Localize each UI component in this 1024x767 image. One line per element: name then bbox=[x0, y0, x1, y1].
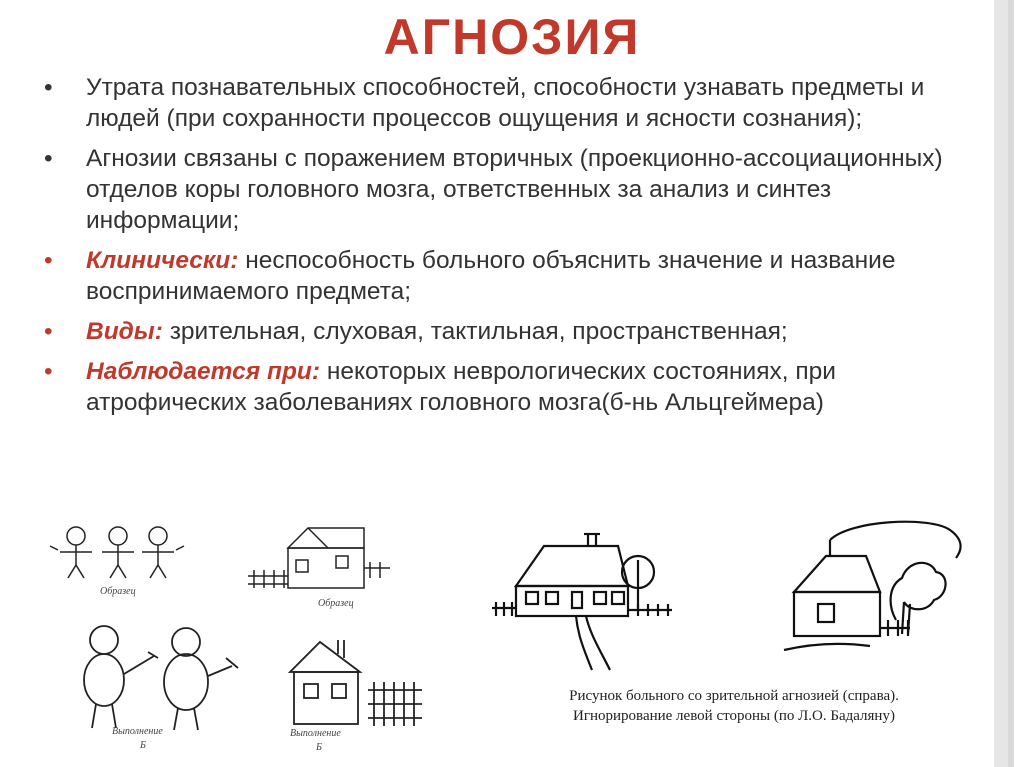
figures-sample-label: Образец bbox=[100, 586, 136, 597]
bullet-item bbox=[40, 245, 970, 307]
bullet-lead: Наблюдается при: bbox=[86, 358, 321, 385]
bullet-dot: • bbox=[44, 247, 53, 274]
caption-line-2: Игнорирование левой стороны (по Л.О. Бадаляну) bbox=[573, 708, 895, 724]
full-house-drawing bbox=[488, 530, 678, 680]
house-result-drawing bbox=[282, 632, 442, 732]
caption-line-1: Рисунок больного со зрительной агнозией (справа). bbox=[569, 688, 899, 704]
figures-result-label: Выполнение bbox=[112, 726, 163, 737]
bullet-dot: • bbox=[44, 145, 53, 172]
house-sample-drawing bbox=[244, 520, 394, 600]
house-result-sub: Б bbox=[316, 742, 322, 753]
bullet-lead: Виды: bbox=[86, 318, 163, 345]
bullet-text: неспособность больного объяснить значение и название воспринимаемого предмета; bbox=[86, 247, 896, 305]
bullet-item bbox=[40, 356, 970, 418]
figures-sample-drawing bbox=[44, 520, 194, 590]
slide-title: АГНОЗИЯ bbox=[383, 9, 641, 65]
bullet-list bbox=[40, 72, 970, 427]
bullet-lead: Клинически: bbox=[86, 247, 239, 274]
bullet-dot: • bbox=[44, 74, 53, 101]
bullet-text: Утрата познавательных способностей, способности узнавать предметы и людей (при сохранности процессов ощущения и ясности сознания); bbox=[86, 74, 925, 132]
figures-result-drawing bbox=[58, 618, 248, 738]
half-house-drawing bbox=[780, 516, 970, 686]
bullet-item bbox=[40, 316, 970, 347]
right-decor-bar bbox=[994, 0, 1024, 767]
bullet-text: зрительная, слуховая, тактильная, пространственная; bbox=[162, 318, 788, 345]
figure-caption bbox=[514, 686, 954, 726]
bullet-text: некоторых неврологических состояниях, при атрофических заболеваниях головного мозга(б-нь Альцгеймера) bbox=[86, 358, 836, 416]
house-sample-label: Образец bbox=[318, 598, 354, 609]
bullet-dot: • bbox=[44, 318, 53, 345]
house-result-label: Выполнение bbox=[290, 728, 341, 739]
bullet-dot: • bbox=[44, 358, 53, 385]
bullet-text: Агнозии связаны с поражением вторичных (проекционно-ассоциационных) отделов коры головного мозга, ответственных за анализ и синтез информации; bbox=[86, 145, 943, 234]
bullet-item bbox=[40, 143, 970, 236]
bullet-item bbox=[40, 72, 970, 134]
figures-result-sub: Б bbox=[140, 740, 146, 751]
